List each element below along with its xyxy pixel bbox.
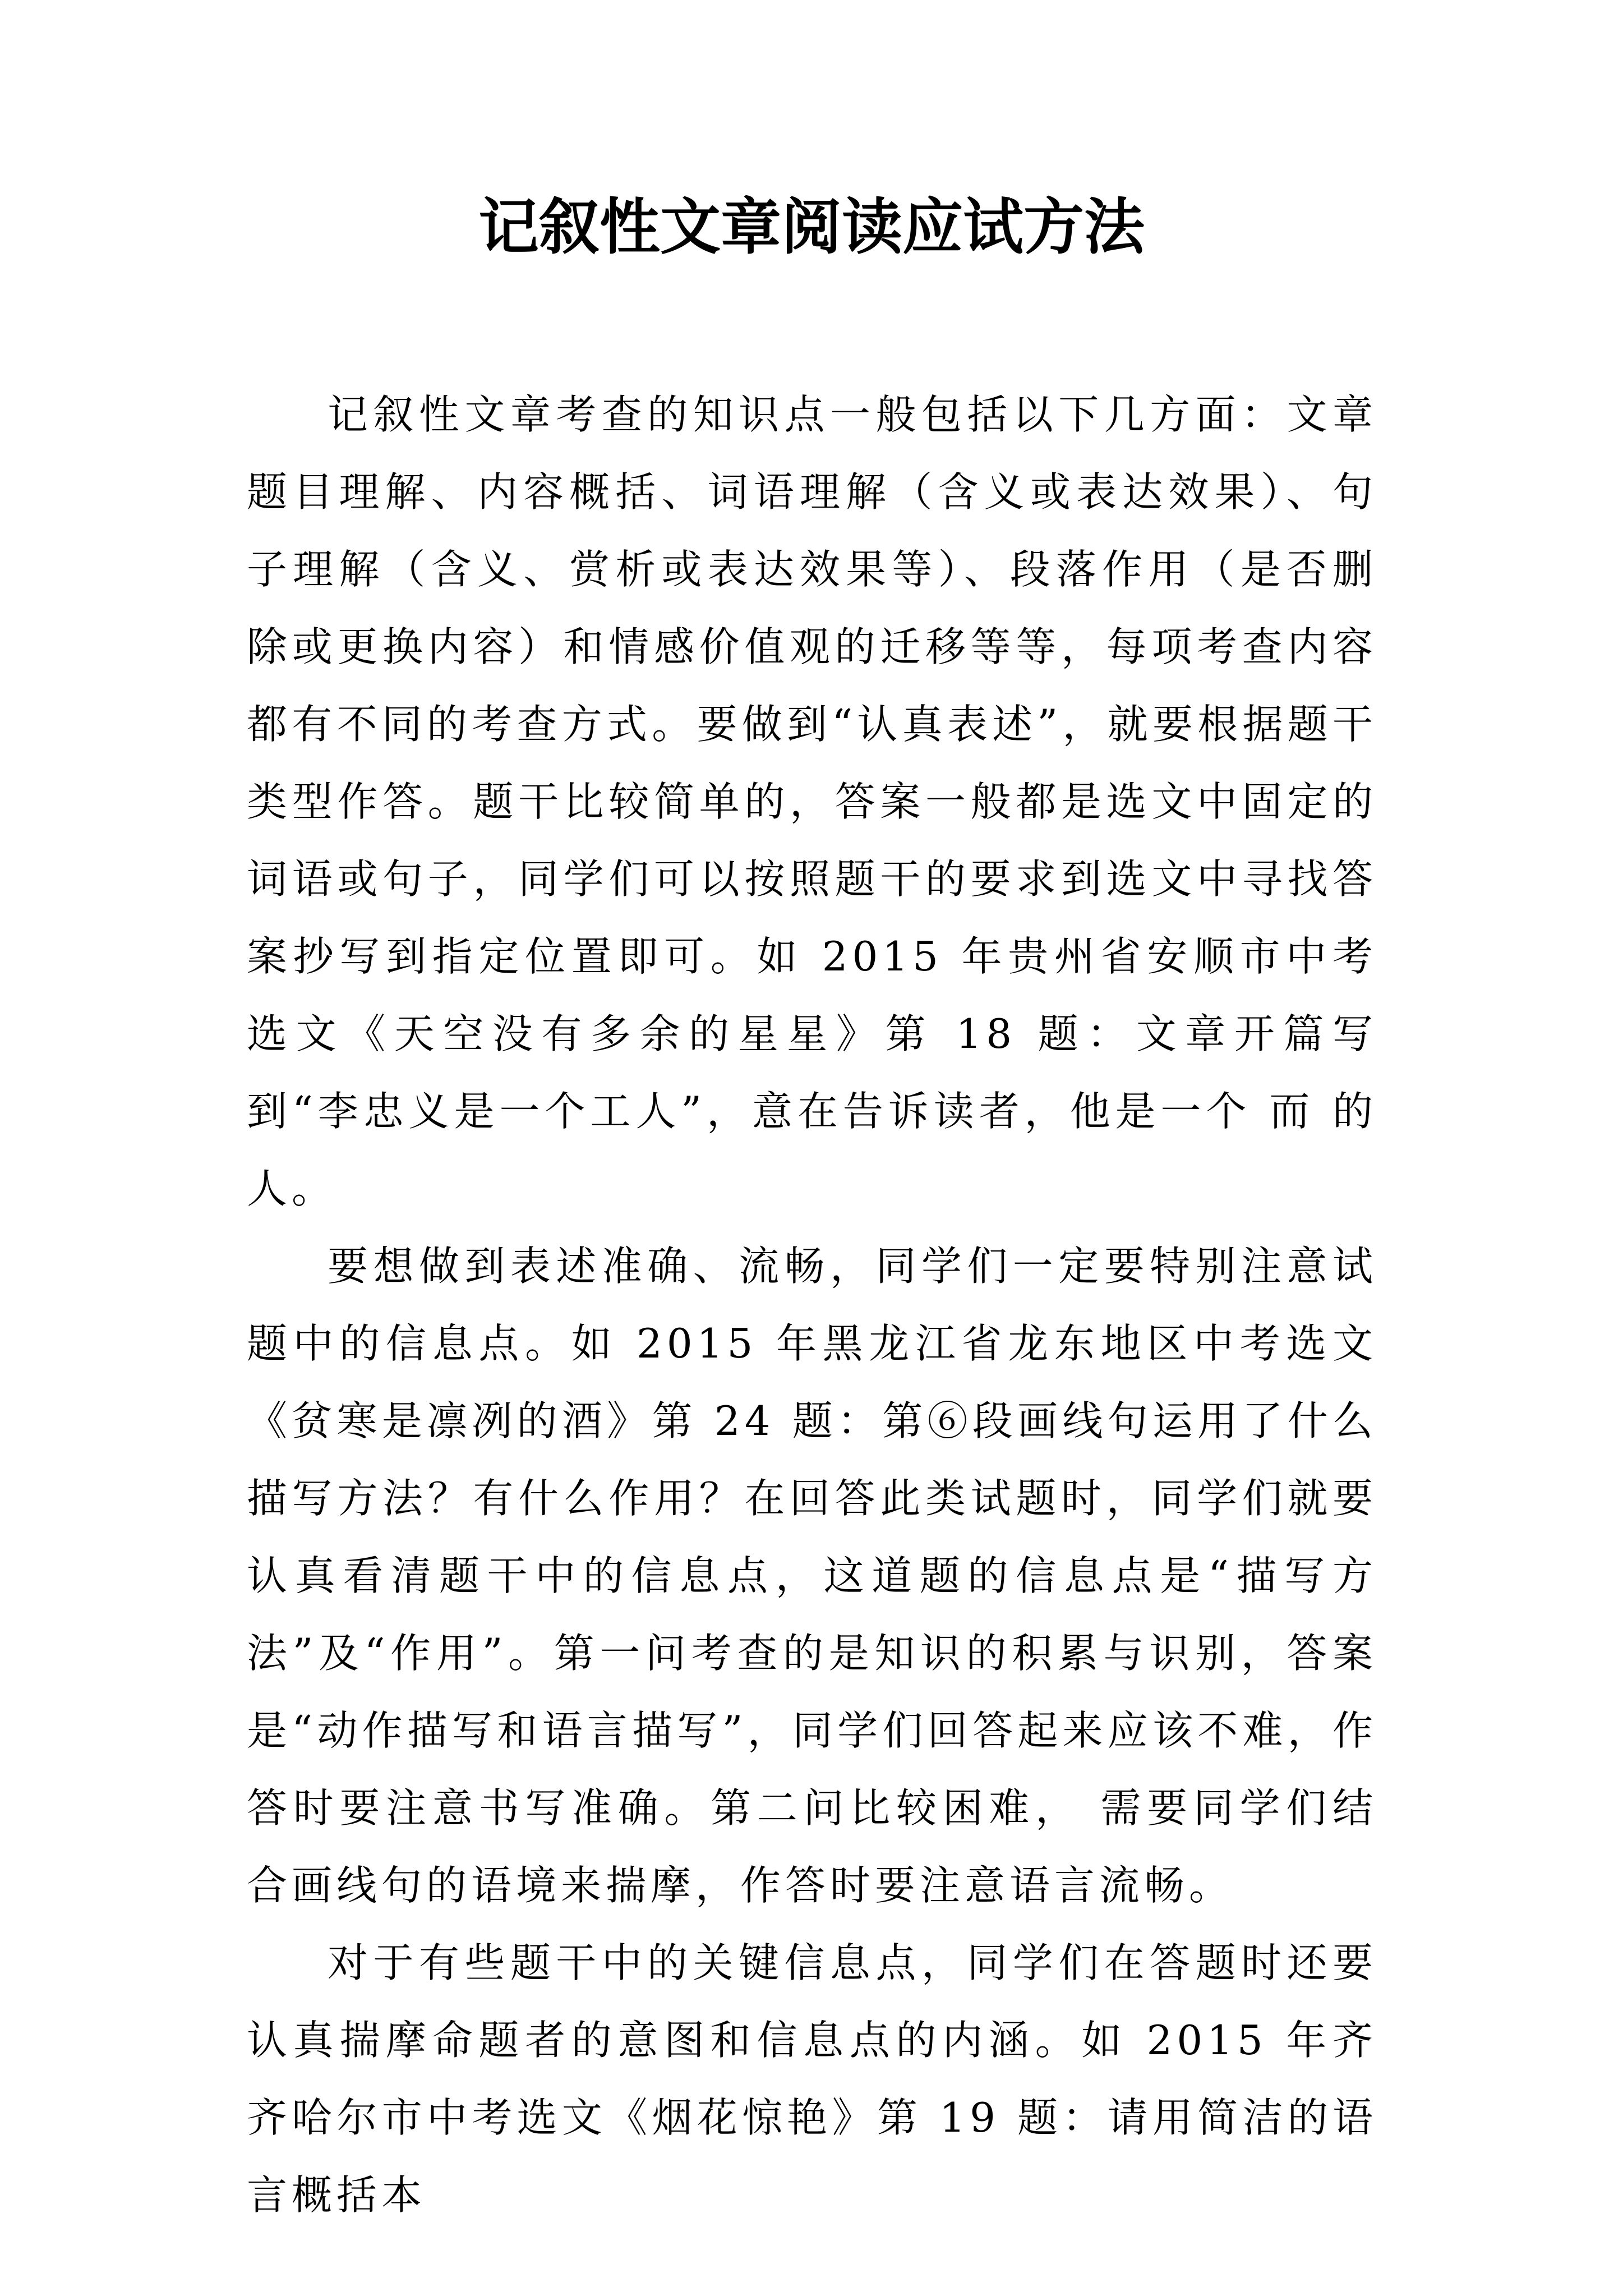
paragraph-1: 记叙性文章考查的知识点一般包括以下几方面：文章题目理解、内容概括、词语理解（含义或表达效果）、句子理解（含义、赏析或表达效果等）、段落作用（是否删除或更换内容）和情感价值观的迁移等等，每项考查内容都有不同的考查方式。要做到“认真表述”，就要根据题干类型作答。题干比较简单的，答案一般都是选文中固定的词语或句子，同学们可以按照题干的要求到选文中寻找答案抄写到指定位置即可。如 2015 年贵州省安顺市中考选文《天空没有多余的星星》第 18 题：文章开篇写到“李忠义是一个工人”，意在告诉读者，他是一个 而 的人。 bbox=[247, 391, 1377, 1212]
paragraph-2: 要想做到表述准确、流畅，同学们一定要特别注意试题中的信息点。如 2015 年黑龙江省龙东地区中考选文《贫寒是凛冽的酒》第 24 题：第⑥段画线句运用了什么描写方法？有什么作用？在回答此类试题时，同学们就要认真看清题干中的信息点，这道题的信息点是“描写方法”及“作用”。第一问考查的是知识的积累与识别，答案是“动作描写和语言描写”，同学们回答起来应该不难，作答时要注意书写准确。第二问比较困难， 需要同学们结合画线句的语境来揣摩，作答时要注意语言流畅。 bbox=[247, 1243, 1377, 1909]
document-title: 记叙性文章阅读应试方法 bbox=[478, 192, 1145, 263]
paragraph-3: 对于有些题干中的关键信息点，同学们在答题时还要认真揣摩命题者的意图和信息点的内涵。如 2015 年齐齐哈尔市中考选文《烟花惊艳》第 19 题：请用简洁的语言概括本 bbox=[247, 1939, 1377, 2219]
document-body bbox=[247, 376, 1377, 2234]
